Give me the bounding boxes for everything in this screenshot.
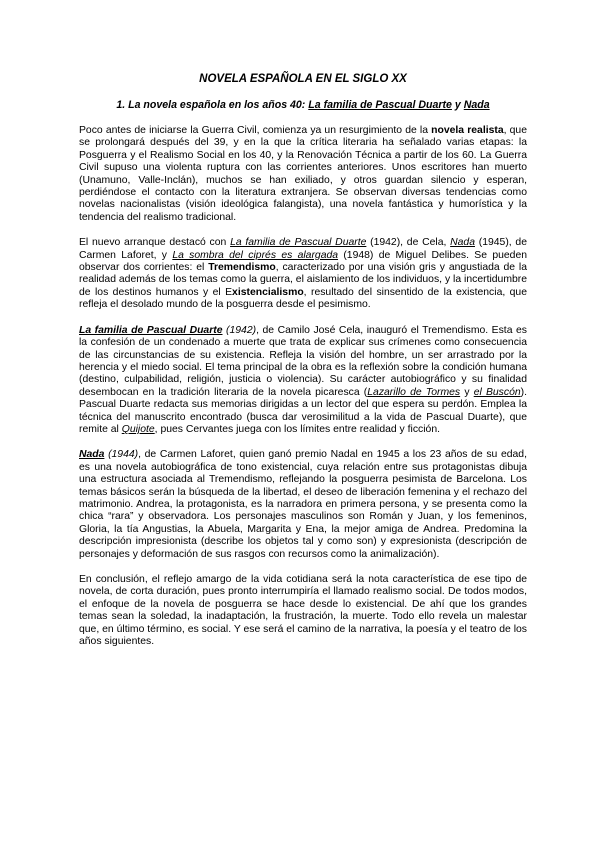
document-page <box>79 72 527 661</box>
text-run: , de Camilo José Cela, inauguró el Tremendismo. Esta es la confesión de un condenado a muerte que trata de explicar sus crímenes como consecuencia de las circunstancias de su existencia. Refleja la visión del hombre, un ser arrastrado por la herencia y el miedo social. El tema principal de la obra es la reflexión sobre la condición humana (destino, culpabilidad, religión, justicia o violencia). Su carácter autobiográfico y su finalidad desembocan en la tradición literaria de la novela picaresca ( <box>79 324 527 398</box>
text-run: , caracterizado por una visión gris y angustiada de la realidad además de los temas como la guerra, el aislamiento de los individuos, y la incertidumbre de los destinos humanos y el E <box>79 262 528 298</box>
bold-term-novela-realista: novela realista <box>431 125 504 136</box>
text-run: y <box>460 386 474 398</box>
paragraph-corrientes <box>79 237 527 311</box>
text-run: (1942), de Cela, <box>366 237 451 249</box>
work-title-quijote: Quijote <box>121 423 155 435</box>
bold-term-existencialismo: xistencialismo <box>232 286 304 298</box>
work-title-nada: Nada <box>79 449 105 461</box>
section-prefix: 1. La novela española en los años 40: <box>116 99 309 111</box>
text-run: (1948) de Miguel Delibes. Se pueden observar dos corrientes: el <box>79 249 527 274</box>
work-title-pascual-duarte: La familia de Pascual Duarte <box>79 324 223 336</box>
work-title-nada: Nada <box>450 237 475 249</box>
text-run: (1945), de Carmen Laforet, y <box>79 237 527 261</box>
paragraph-conclusion <box>79 574 527 648</box>
work-title-lazarillo: Lazarillo de Tormes <box>367 386 461 398</box>
text-run: , que se prolongará después del 39, y en la que la crítica literaria ha señalado varias etapas: la Posguerra y el Realismo Social en los 40, y la Renovación Técnica a partir de los 60. La Guerra Civil supuso una violenta ruptura con las corrientes anteriores. Unos escritores han muerto (Unamuno, Valle-Inclán), muchos se han exiliado, y otros guardan silencio y esperan, perdiéndose el contacto con la literatura extranjera. Se observan diversas tendencias como novelas nacionalistas (visión ideológica falangista), una novela fantástica y humorística y la tendencia del realismo tradicional. <box>79 125 527 223</box>
text-run: , pues Cervantes juega con los límites entre realidad y ficción. <box>154 423 440 435</box>
text-run: En conclusión, el reflejo amargo de la vida cotidiana será la nota característica de ese tipo de novela, de corta duración, pues pronto interrumpiría el llamado realismo social. De todos modos, el enfoque de la novela de posguerra se hace desde lo existencial. De ahí que los grandes temas sean la soledad, la inadaptación, la frustración, la muerte. Todo ello revela un malestar que, en último término, es social. Y ese será el camino de la narrativa, la poesía y el teatro de los años siguientes. <box>79 574 527 648</box>
section-work-pascual-duarte: La familia de Pascual Duarte <box>308 99 452 111</box>
paragraph-intro <box>79 125 527 224</box>
section-work-nada: Nada <box>463 99 490 111</box>
text-run: , de Carmen Laforet, quien ganó premio Nadal en 1945 a los 23 años de su edad, es una novela autobiográfica de tono existencial, cuya relación entre sus protagonistas dibuja una estructura asociada al Tremendismo, reflejando la posguerra pesimista de Barcelona. Los temas básicos serán la búsqueda de la libertad, el deseo de liberación femenina y el rechazo del matrimonio. Andrea, la protagonista, es la narradora en primera persona, y se presenta como la chica “rara” y observadora. Los personajes masculinos son Román y Juan, y los femeninos, Gloria, la tía Angustias, la Abuela, Margarita y Ena, la mejor amiga de Andrea. Predomina la descripción impresionista (describe los objetos tal y como son) y expresionista (descripción de personajes y deformación de sus rasgos con recursos como la animalización). <box>79 449 527 560</box>
bold-term-tremendismo: Tremendismo <box>208 262 276 274</box>
section-heading <box>79 99 527 112</box>
text-run: ). Pascual Duarte redacta sus memorias dirigidas a un lector del que espera su perdón. Emplea la técnica del manuscrito encontrado (busca dar verosimilitud a la vida de Pascual Duarte), que remite al <box>79 386 527 435</box>
section-conj: y <box>451 99 464 111</box>
document-title: NOVELA ESPAÑOLA EN EL SIGLO XX <box>199 73 407 85</box>
work-title-sombra-cipres: La sombra del ciprés es alargada <box>172 249 339 261</box>
text-run: El nuevo arranque destacó con <box>79 237 231 249</box>
paragraph-nada <box>79 449 527 561</box>
work-year: (1944) <box>104 449 139 461</box>
paragraph-pascual-duarte <box>79 325 527 437</box>
text-run: Poco antes de iniciarse la Guerra Civil, comienza ya un resurgimiento de la <box>79 125 432 136</box>
text-run: , resultado del sinsentido de la existencia, que refleja el desolado mundo de la posguerra desde el pesimismo. <box>79 286 527 311</box>
work-title-pascual-duarte: La familia de Pascual Duarte <box>230 237 367 249</box>
work-year: (1942) <box>222 324 257 336</box>
work-title-buscon: el Buscón <box>473 386 521 398</box>
